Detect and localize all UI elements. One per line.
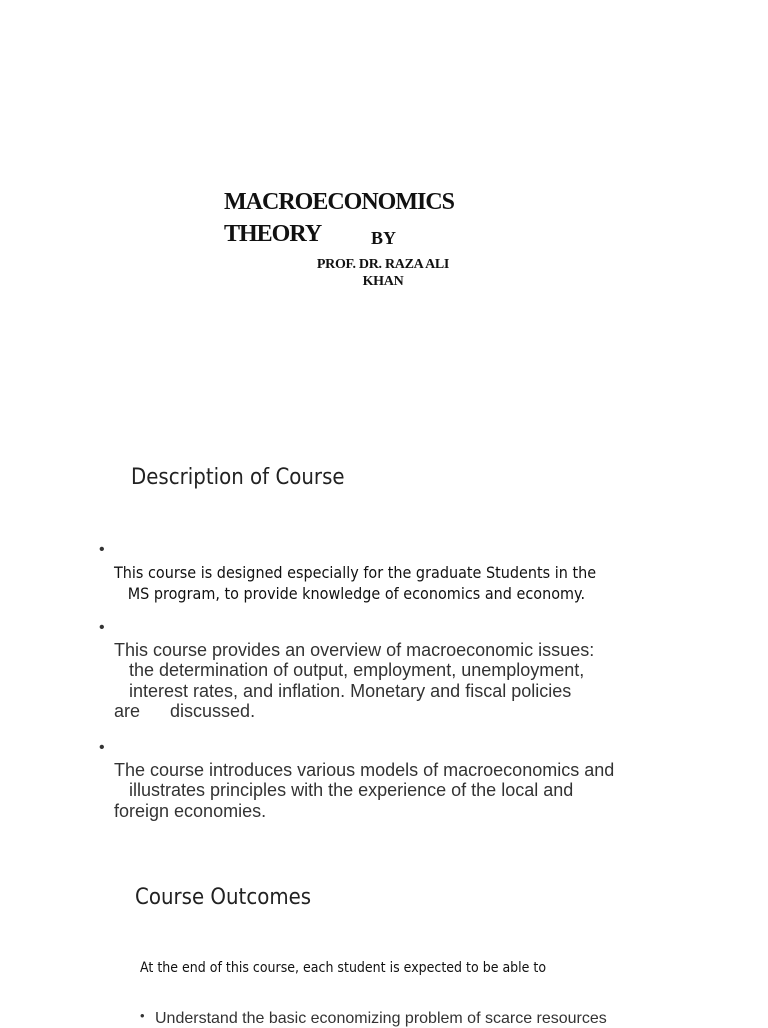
bullet-line: interest rates, and inflation. Monetary and fiscal policies	[114, 680, 572, 701]
outcomes-heading: Course Outcomes	[135, 885, 312, 910]
title-line-2: THEORY	[224, 221, 322, 247]
author-line-1: PROF. DR. RAZA ALI	[316, 257, 450, 272]
description-bullet-2	[114, 619, 594, 742]
bullet-line: foreign economies.	[114, 800, 267, 821]
bullet-line: This course is designed especially for the graduate Students in the	[114, 563, 597, 582]
title-line-1: MACROECONOMICS	[224, 189, 454, 215]
bullet-line: This course provides an overview of macroeconomic issues:	[114, 639, 595, 660]
description-heading: Description of Course	[131, 465, 345, 490]
bullet-line: illustrates principles with the experience of the local and	[114, 780, 574, 800]
outcomes-bullet-1: Understand the basic economizing problem of scarce resources	[155, 1010, 607, 1027]
bullet-dot: •	[99, 739, 105, 756]
bullet-line: The course introduces various models of macroeconomics and	[114, 759, 615, 780]
description-bullet-1	[114, 541, 596, 625]
description-bullet-3	[114, 739, 614, 842]
bullet-dot: •	[99, 619, 105, 636]
bullet-dot: •	[140, 1008, 145, 1023]
bullet-line: MS program, to provide knowledge of economics and economy.	[114, 584, 586, 603]
bullet-line: are discussed.	[114, 701, 256, 721]
bullet-line: the determination of output, employment, unemployment,	[114, 660, 585, 680]
author-line-2: KHAN	[362, 274, 404, 289]
bullet-dot: •	[99, 541, 105, 558]
outcomes-intro: At the end of this course, each student is expected to be able to	[140, 960, 547, 976]
by-label: BY	[371, 228, 397, 248]
